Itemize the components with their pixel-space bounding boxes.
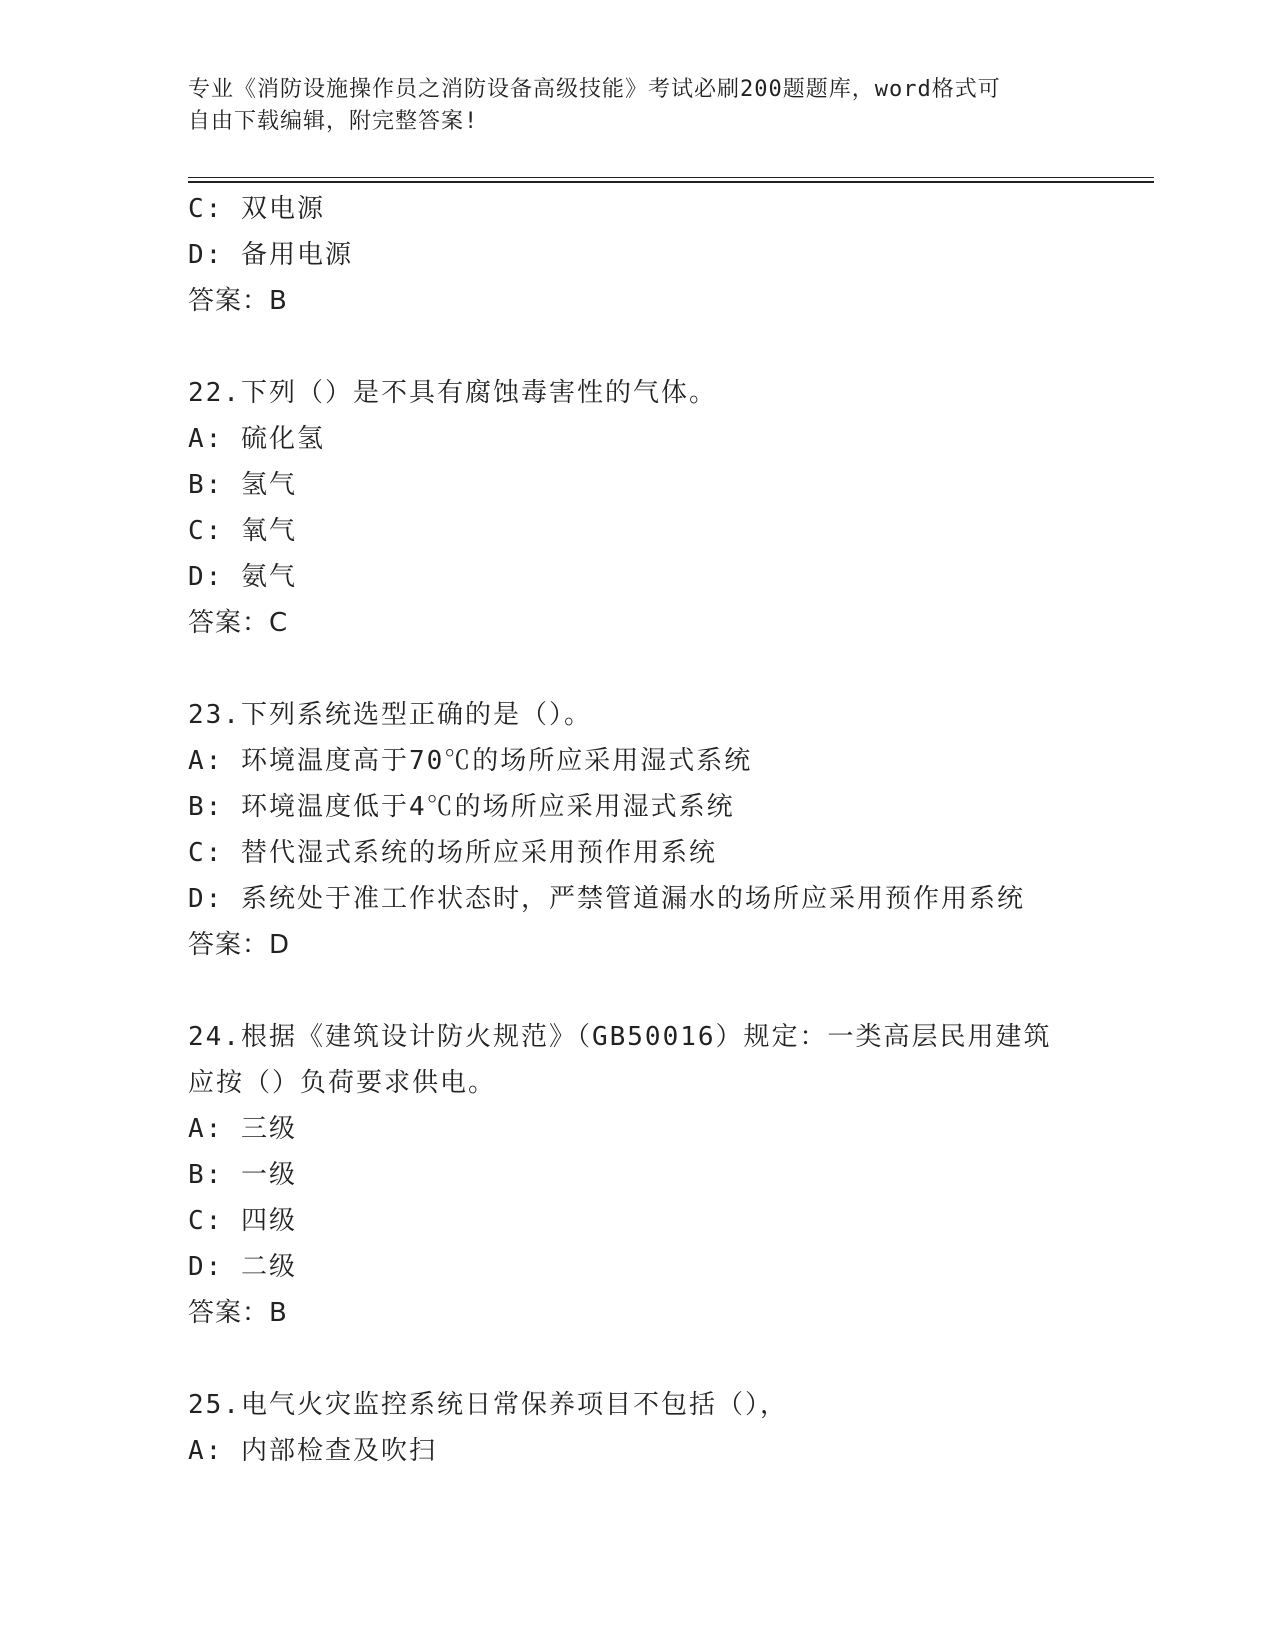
question-23 [188,692,1088,968]
answer: 答案：C [188,608,289,638]
question-text: 23.下列系统选型正确的是（）。 [188,700,592,730]
header-divider-bottom [188,181,1154,183]
spacer [188,646,1088,692]
header-line-2: 自由下载编辑，附完整答案! [188,109,479,134]
option-c: C: 替代湿式系统的场所应采用预作用系统 [188,838,717,868]
question-25 [188,1382,1088,1474]
option-a: A: 环境温度高于70℃的场所应采用湿式系统 [188,746,753,776]
option-c: C: 双电源 [188,194,325,224]
header-line-1: 专业《消防设施操作员之消防设备高级技能》考试必刷200题题库，word格式可 [188,77,1001,102]
question-22 [188,370,1088,646]
option-d: D: 系统处于准工作状态时，严禁管道漏水的场所应采用预作用系统 [188,884,1025,914]
header-divider-top [188,177,1154,178]
question-list [188,186,1088,1474]
option-a: A: 三级 [188,1114,297,1144]
option-b: B: 环境温度低于4℃的场所应采用湿式系统 [188,792,735,822]
answer: 答案：B [188,1298,288,1328]
spacer [188,324,1088,370]
option-b: B: 氢气 [188,470,297,500]
option-a: A: 内部检查及吹扫 [188,1436,437,1466]
answer: 答案：D [188,930,291,960]
spacer [188,1336,1088,1382]
option-c: C: 四级 [188,1206,297,1236]
question-21-tail [188,186,1088,324]
question-text: 22.下列（）是不具有腐蚀毒害性的气体。 [188,378,717,408]
option-d: D: 备用电源 [188,240,353,270]
question-text: 25.电气火灾监控系统日常保养项目不包括（）， [188,1390,788,1420]
option-d: D: 二级 [188,1252,297,1282]
option-a: A: 硫化氢 [188,424,325,454]
option-b: B: 一级 [188,1160,297,1190]
option-d: D: 氨气 [188,562,297,592]
question-text-line-1: 24.根据《建筑设计防火规范》（GB50016）规定：一类高层民用建筑 [188,1022,1052,1052]
question-text-line-2: 应按（）负荷要求供电。 [188,1068,497,1098]
question-24 [188,1014,1088,1336]
option-c: C: 氧气 [188,516,297,546]
spacer [188,968,1088,1014]
document-header [188,74,1068,138]
answer: 答案：B [188,286,288,316]
